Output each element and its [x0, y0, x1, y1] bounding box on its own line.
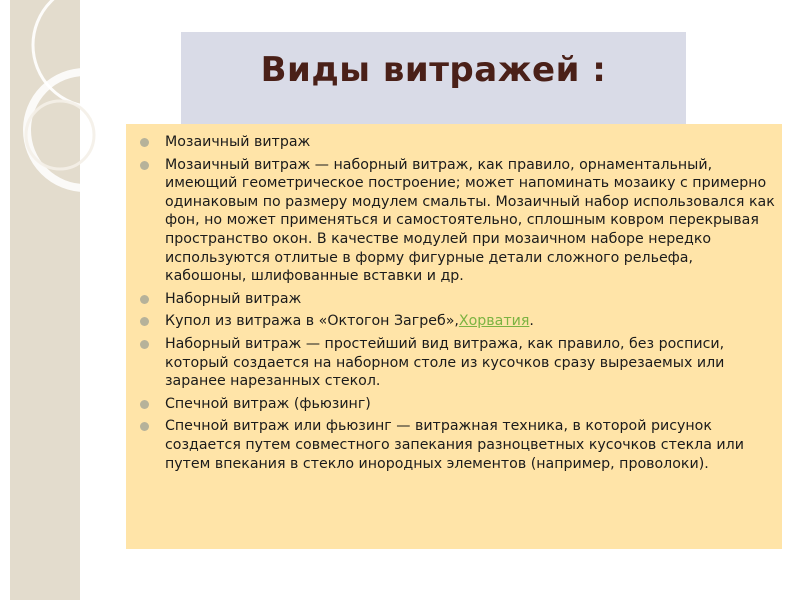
- bullet-icon: [140, 340, 149, 349]
- list-item: [139, 312, 775, 331]
- bullet-icon: [140, 161, 149, 170]
- item-text: Мозаичный витраж: [165, 134, 311, 150]
- list-item: [139, 395, 775, 414]
- bullet-icon: [140, 138, 149, 147]
- bullet-list: [139, 133, 775, 477]
- bullet-icon: [140, 422, 149, 431]
- list-item: [139, 290, 775, 309]
- croatia-link[interactable]: Хорватия: [458, 313, 530, 330]
- bullet-icon: [140, 295, 149, 304]
- bullet-icon: [140, 400, 149, 409]
- list-item: [139, 133, 775, 152]
- item-text: Купол из витража в «Октогон Загреб»,: [165, 313, 459, 330]
- item-text: Наборный витраж — простейший вид витража, как правило, без росписи, который создается на наборном столе из кусочков сразу вырезаемых или заранее нарезанных стекол.: [165, 335, 725, 390]
- list-item: [139, 156, 775, 286]
- item-text: Спечной витраж или фьюзинг — витражная техника, в которой рисунок создается путем совместного запекания разноцветных кусочков стекла или путем впекания в стекло инородных элементов (например, проволоки).: [165, 418, 744, 472]
- item-text: Спечной витраж (фьюзинг): [165, 395, 371, 412]
- list-item: [139, 417, 775, 473]
- bullet-icon: [140, 317, 149, 326]
- slide-title: Виды витражей :: [260, 50, 607, 90]
- item-text: Наборный витраж: [165, 290, 302, 307]
- item-text-end: .: [529, 313, 534, 330]
- item-text: Мозаичный витраж — наборный витраж, как правило, орнаментальный, имеющий геометрическое построение; может напоминать мозаику с примерно одинаковым по размеру модулем смальты. Мозаичный набор использовался как фон, но может применяться и самостоятельно, сплошным ковром перекрывая пространство окон. В качестве модулей при мозаичном наборе нередко используются отлитые в форму фигурные детали сложного рельефа, кабошоны, шлифованные вставки и др.: [165, 156, 775, 285]
- list-item: [139, 335, 775, 391]
